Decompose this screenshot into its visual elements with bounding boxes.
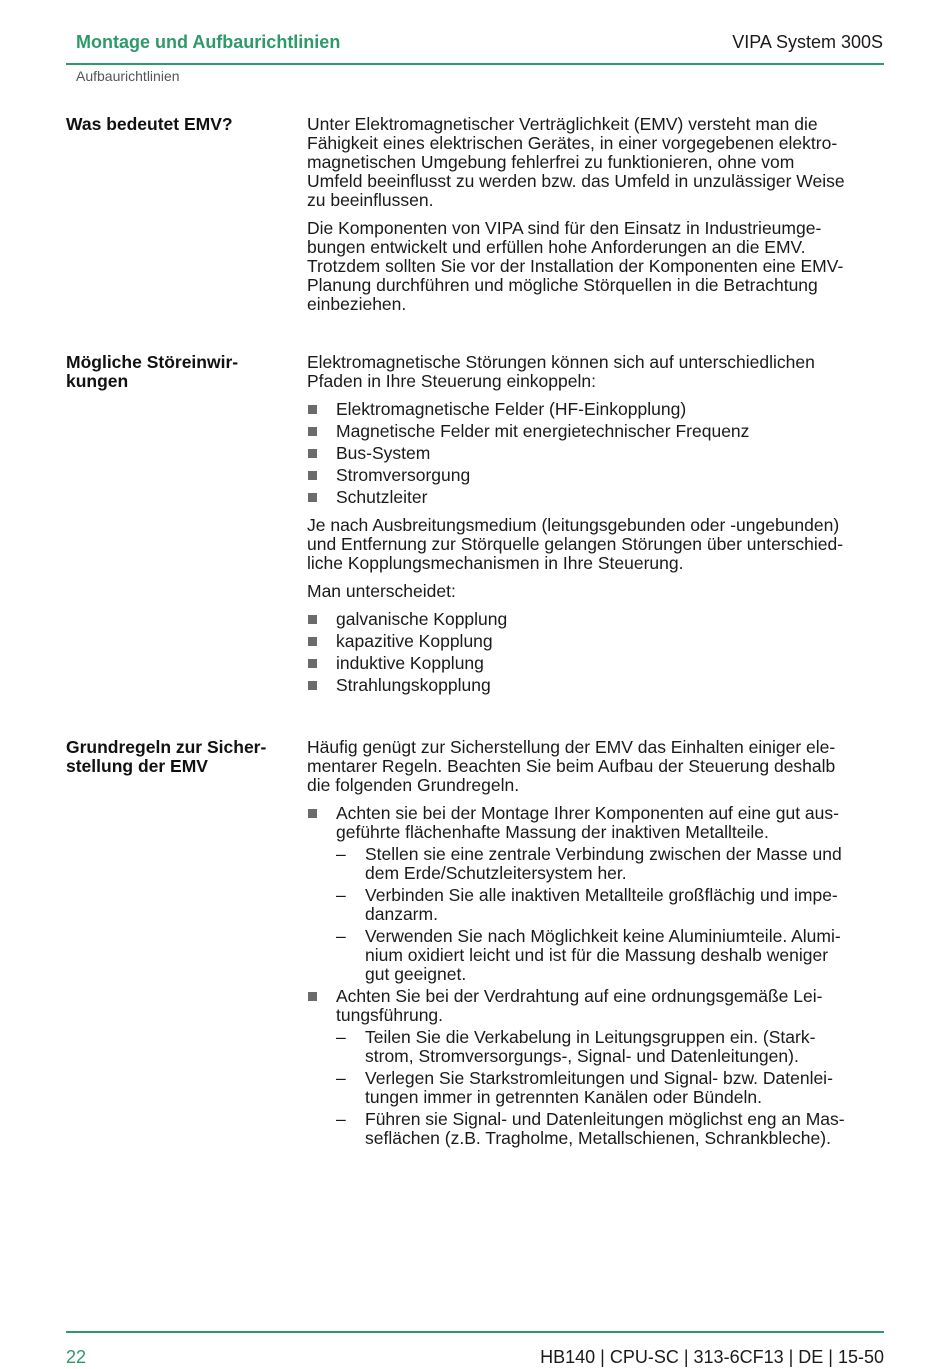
section-content [307, 353, 884, 704]
sub-list-item: – Verwenden Sie nach Möglichkeit keine Aluminiumteile. Alumi- nium oxidiert leicht und ist für die Massung deshalb weniger gut geeignet. [336, 926, 841, 984]
bullet-list [307, 400, 884, 507]
product-name: VIPA System 300S [732, 32, 883, 52]
list-item: Achten Sie bei der Verdrahtung auf eine ordnungsgemäße Lei- tungsführung. – Teilen Sie die Verkabelung in Leitungsgruppen ein. (Stark- strom, Stromversorgungs-, Signal- und Datenleitungen). – Verlegen Sie Starkstromleitungen und Signal- bzw. Datenlei- tungen immer in getrennten Kanälen oder Bündeln. – Führen sie Signal- und Datenleitungen möglichst eng an Mas- seflächen (z.B. Tragholme, Metallschienen, Schrankbleche). [307, 987, 884, 1148]
section-content [307, 738, 884, 1157]
sub-list [336, 845, 884, 984]
list-item: galvanische Kopplung [307, 610, 884, 629]
bullet-list [307, 610, 884, 695]
side-heading: Grundregeln zur Sicher- stellung der EMV [66, 737, 267, 776]
section-content [307, 115, 884, 323]
list-item: kapazitive Kopplung [307, 632, 884, 651]
dash-bullet-icon: – [336, 1027, 346, 1047]
square-bullet-icon [308, 493, 317, 502]
sub-list [336, 1028, 884, 1148]
paragraph: Man unterscheidet: [307, 581, 456, 601]
paragraph: Je nach Ausbreitungsmedium (leitungsgebunden oder -ungebunden) und Entfernung zur Störquelle gelangen Störungen über unterschied- liche Kopplungsmechanismen in Ihre Steuerung. [307, 515, 844, 573]
document-reference: HB140 | CPU-SC | 313-6CF13 | DE | 15-50 [540, 1347, 884, 1367]
sub-list-item: – Verlegen Sie Starkstromleitungen und Signal- bzw. Datenlei- tungen immer in getrennten Kanälen oder Bündeln. [336, 1068, 833, 1107]
square-bullet-icon [308, 992, 317, 1001]
square-bullet-icon [308, 637, 317, 646]
dash-bullet-icon: – [336, 844, 346, 864]
list-item: Stromversorgung [307, 466, 884, 485]
dash-bullet-icon: – [336, 926, 346, 946]
paragraph: Die Komponenten von VIPA sind für den Einsatz in Industrieumge- bungen entwickelt und erfüllen hohe Anforderungen an die EMV. Trotzdem sollten Sie vor der Installation der Komponenten eine EMV- Planung durchführen und mögliche Störquellen in die Betrachtung einbeziehen. [307, 218, 844, 314]
rule-list [307, 804, 884, 1148]
list-item: Bus-System [307, 444, 884, 463]
square-bullet-icon [308, 681, 317, 690]
paragraph: Unter Elektromagnetischer Verträglichkeit (EMV) versteht man die Fähigkeit eines elektrischen Gerätes, in einer vorgegebenen elektro- magnetischen Umgebung fehlerfrei zu funktionieren, ohne vom Umfeld beeinflusst zu werden bzw. das Umfeld in unzulässiger Weise zu beeinflussen. [307, 114, 845, 210]
footer-divider [66, 1331, 884, 1333]
square-bullet-icon [308, 405, 317, 414]
square-bullet-icon [308, 449, 317, 458]
list-item: Magnetische Felder mit energietechnischer Frequenz [307, 422, 884, 441]
list-item: Schutzleiter [307, 488, 884, 507]
list-item: induktive Kopplung [307, 654, 884, 673]
subsection-title: Aufbaurichtlinien [76, 68, 180, 84]
dash-bullet-icon: – [336, 1109, 346, 1129]
sub-list-item: – Stellen sie eine zentrale Verbindung zwischen der Masse und dem Erde/Schutzleitersystem her. [336, 844, 842, 883]
sub-list-item: – Teilen Sie die Verkabelung in Leitungsgruppen ein. (Stark- strom, Stromversorgungs-, Signal- und Datenleitungen). [336, 1027, 816, 1066]
square-bullet-icon [308, 809, 317, 818]
sub-list-item: – Verbinden Sie alle inaktiven Metallteile großflächig und impe- danzarm. [336, 885, 838, 924]
side-heading: Mögliche Störeinwir- kungen [66, 352, 239, 391]
list-item: Elektromagnetische Felder (HF-Einkopplung) [307, 400, 884, 419]
square-bullet-icon [308, 615, 317, 624]
header-divider [66, 63, 884, 65]
section-title: Montage und Aufbaurichtlinien [76, 32, 341, 52]
sub-list-item: – Führen sie Signal- und Datenleitungen möglichst eng an Mas- seflächen (z.B. Tragholme, Metallschienen, Schrankbleche). [336, 1109, 845, 1148]
dash-bullet-icon: – [336, 1068, 346, 1088]
list-item: Strahlungskopplung [307, 676, 884, 695]
side-heading: Was bedeutet EMV? [66, 114, 233, 134]
page-number: 22 [66, 1347, 87, 1367]
square-bullet-icon [308, 427, 317, 436]
dash-bullet-icon: – [336, 885, 346, 905]
square-bullet-icon [308, 471, 317, 480]
paragraph: Elektromagnetische Störungen können sich auf unterschiedlichen Pfaden in Ihre Steuerung einkoppeln: [307, 352, 815, 391]
paragraph: Häufig genügt zur Sicherstellung der EMV das Einhalten einiger ele- mentarer Regeln. Beachten Sie beim Aufbau der Steuerung deshalb die folgenden Grundregeln. [307, 737, 836, 795]
list-item: Achten sie bei der Montage Ihrer Komponenten auf eine gut aus- geführte flächenhafte Massung der inaktiven Metallteile. – Stellen sie eine zentrale Verbindung zwischen der Masse und dem Erde/Schutzleitersystem her. – Verbinden Sie alle inaktiven Metallteile großflächig und impe- danzarm. – Verwenden Sie nach Möglichkeit keine Aluminiumteile. Alumi- nium oxidiert leicht und ist für die Massung deshalb weniger gut geeignet. [307, 804, 884, 984]
square-bullet-icon [308, 659, 317, 668]
